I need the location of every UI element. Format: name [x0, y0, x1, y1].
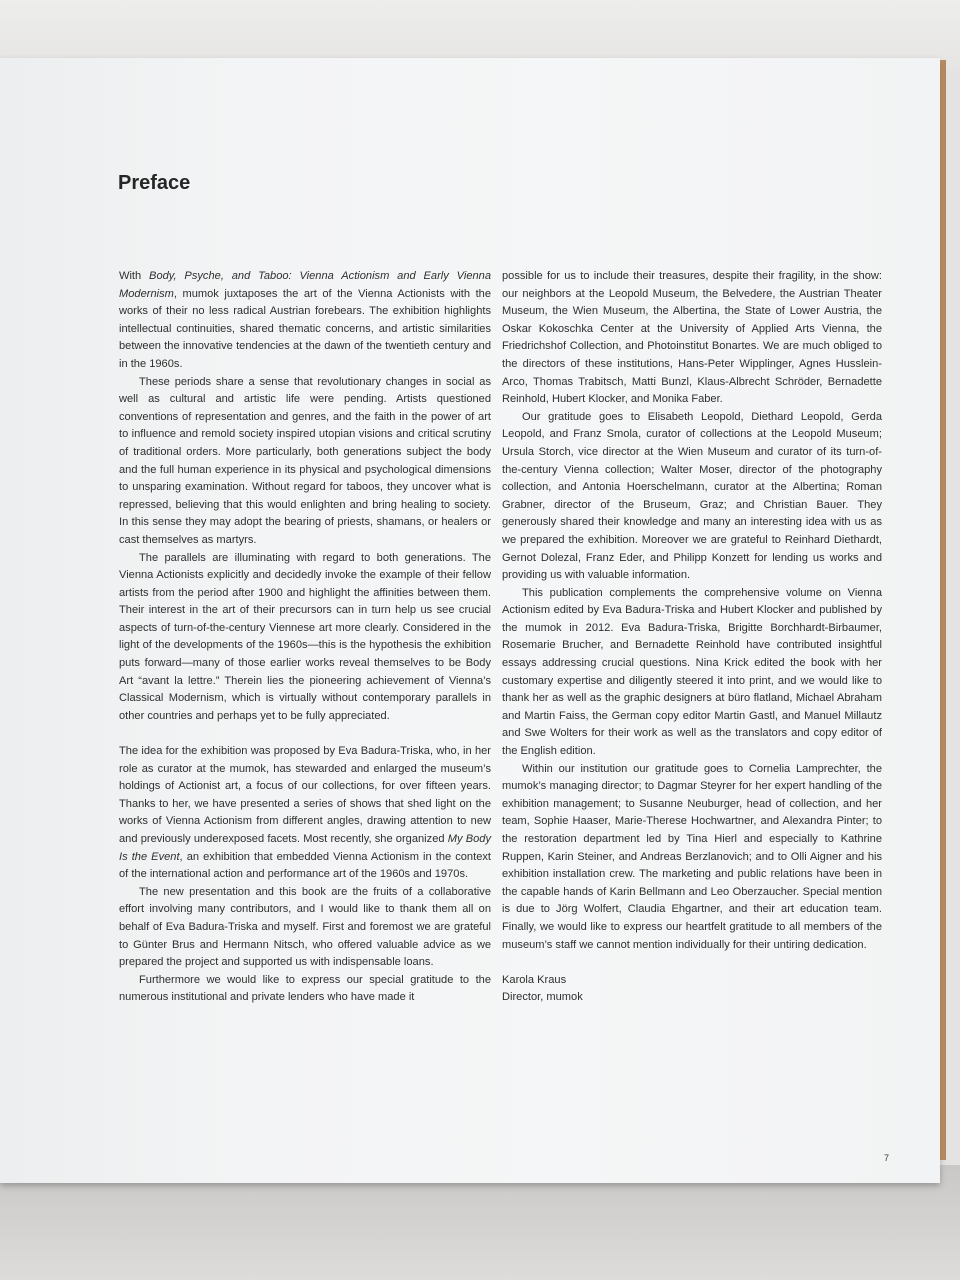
page-heading: Preface [118, 172, 191, 194]
paragraph: possible for us to include their treasures, despite their fragility, in the show: our neighbors at the Leopold Museum, the Belvedere, the Austrian Theater Museum, the Wien Museum, the Albertina, the State of Lower Austria, the Oskar Kokoschka Center at the University of Applied Arts Vienna, the Friedrichshof Collection, and Photoinstitut Bonartes. We are much obliged to the directors of these institutions, Hans-Peter Wipplinger, Agnes Husslein-Arco, Thomas Trabitsch, Matti Bunzl, Klaus-Albrecht Schröder, Bernadette Reinhold, Hubert Klocker, and Monika Faber. [502, 270, 882, 406]
paragraph: This publication complements the comprehensive volume on Vienna Actionism edited by Eva Badura-Triska and Hubert Klocker and published by the mumok in 2012. Eva Badura-Triska, Brigitte Borchhardt-Birbaumer, Rosemarie Brucher, and Bernadette Reinhold have contributed insightful essays addressing crucial questions. Nina Krick edited the book with her customary expertise and diligently steered it into print, and we would like to thank her as well as the graphic designers at büro flatland, Michael Abraham and Martin Faiss, the German copy editor Martin Gastl, and Manuel Millautz and Swe Wolters for their work as well as the translators and copy editor of the English edition. [502, 586, 882, 758]
paragraph: The new presentation and this book are the fruits of a collaborative effort involving many contributors, and I would like to thank them all on behalf of Eva Badura-Triska and myself. First and foremost we are grateful to Günter Brus and Hermann Nitsch, who offered valuable advice as we prepared the project and supported us with indispensable loans. [119, 885, 491, 969]
paragraph: The parallels are illuminating with regard to both generations. The Vienna Actionists explicitly and decidedly invoke the example of their fellow artists from the period after 1900 and highlight the affinities between them. Their interest in the art of their precursors can in turn help us see crucial aspects of turn-of-the-century Viennese art more clearly. Considered in the light of the developments of the 1960s—this is the hypothesis the exhibition puts forward—many of those earlier works reveal themselves to be Body Art “avant la lettre.” Therein lies the pioneering achievement of Vienna’s Classical Modernism, which is virtually without contemporary parallels in other countries and perhaps yet to be fully appreciated. [119, 551, 491, 722]
page-number: 7 [884, 1153, 890, 1163]
paragraph: The idea for the exhibition was proposed by Eva Badura-Triska, who, in her role as curator at the mumok, has stewarded and enlarged the museum’s holdings of Actionist art, a focus of our collections, for over fifteen years. Thanks to her, we have presented a series of shows that shed light on the works of Vienna Actionism from different angles, drawing attention to new and previously underexposed facets. Most recently, she organized My Body Is the Event, an exhibition that embedded Vienna Actionism in the context of the international action and performance art of the 1960s and 1970s. [119, 745, 491, 881]
exhibition-title: Body, Psyche, and Taboo: Vienna Actionism and Early Vienna Modernism [119, 270, 491, 300]
paragraph: Our gratitude goes to Elisabeth Leopold, Diethard Leopold, Gerda Leopold, and Franz Smola, curator of collections at the Leopold Museum; Ursula Storch, vice director at the Wien Museum and curator of its turn-of-the-century Vienna collection; Walter Moser, director of the photography collection, and Antonia Hoerschelmann, curator at the Albertina; Roman Grabner, director of the Bruseum, Graz; and Christian Bauer. They generously shared their knowledge and many an interesting idea with us as we prepared the exhibition. Moreover we are grateful to Reinhard Diethardt, Gernot Dolezal, Franz Eder, and Philipp Konzett for lending us works and providing us with valuable information. [502, 410, 882, 582]
paragraph: Furthermore we would like to express our special gratitude to the numerous institutional and private lenders who have made it [119, 973, 491, 1004]
signature-title: Director, mumok [502, 991, 583, 1004]
signature-name: Karola Kraus [502, 973, 567, 986]
exhibition-title: My Body Is the Event [119, 833, 491, 863]
paragraph: Within our institution our gratitude goes to Cornelia Lamprechter, the mumok’s managing director; to Dagmar Steyrer for her expert handling of the exhibition management; to Susanne Neuburger, head of collection, and her team, Sophie Haaser, Marie-Therese Hochwartner, and Alexandra Pinter; to the restoration department led by Tina Hierl and especially to Kathrine Ruppen, Karin Steiner, and Andreas Berzlanovich; and to Olli Aigner and his exhibition installation crew. The marketing and public relations have been in the capable hands of Karin Bellmann and Leo Oberzaucher. Special mention is due to Jörg Wolfert, Claudia Ehgartner, and their art education team. Finally, we would like to express our heartfelt gratitude to all members of the museum’s staff we cannot mention individually for their untiring dedication. [502, 762, 882, 951]
paragraph: These periods share a sense that revolutionary changes in social as well as cultural and artistic life were pending. Artists questioned conventions of representation and genres, and the faith in the power of art to influence and remold society inspired utopian visions and critical scrutiny of traditional orders. More particularly, both generations subject the body and the full human experience in its physical and psychological dimensions to unsparing examination. Without regard for taboos, they uncover what is repressed, believing that this would enlighten and bring healing to society. In this sense they may adopt the bearing of priests, shamans, or healers or cast themselves as martyrs. [119, 375, 491, 546]
left-column [119, 268, 491, 1007]
right-column [502, 268, 882, 1007]
paragraph: With Body, Psyche, and Taboo: Vienna Actionism and Early Vienna Modernism, mumok juxtaposes the art of the Vienna Actionists with the works of their no less radical Austrian forebears. The exhibition highlights intellectual continuities, shared thematic concerns, and artistic similarities between the innovative tendencies at the dawn of the twentieth century and in the 1960s. [119, 270, 491, 370]
